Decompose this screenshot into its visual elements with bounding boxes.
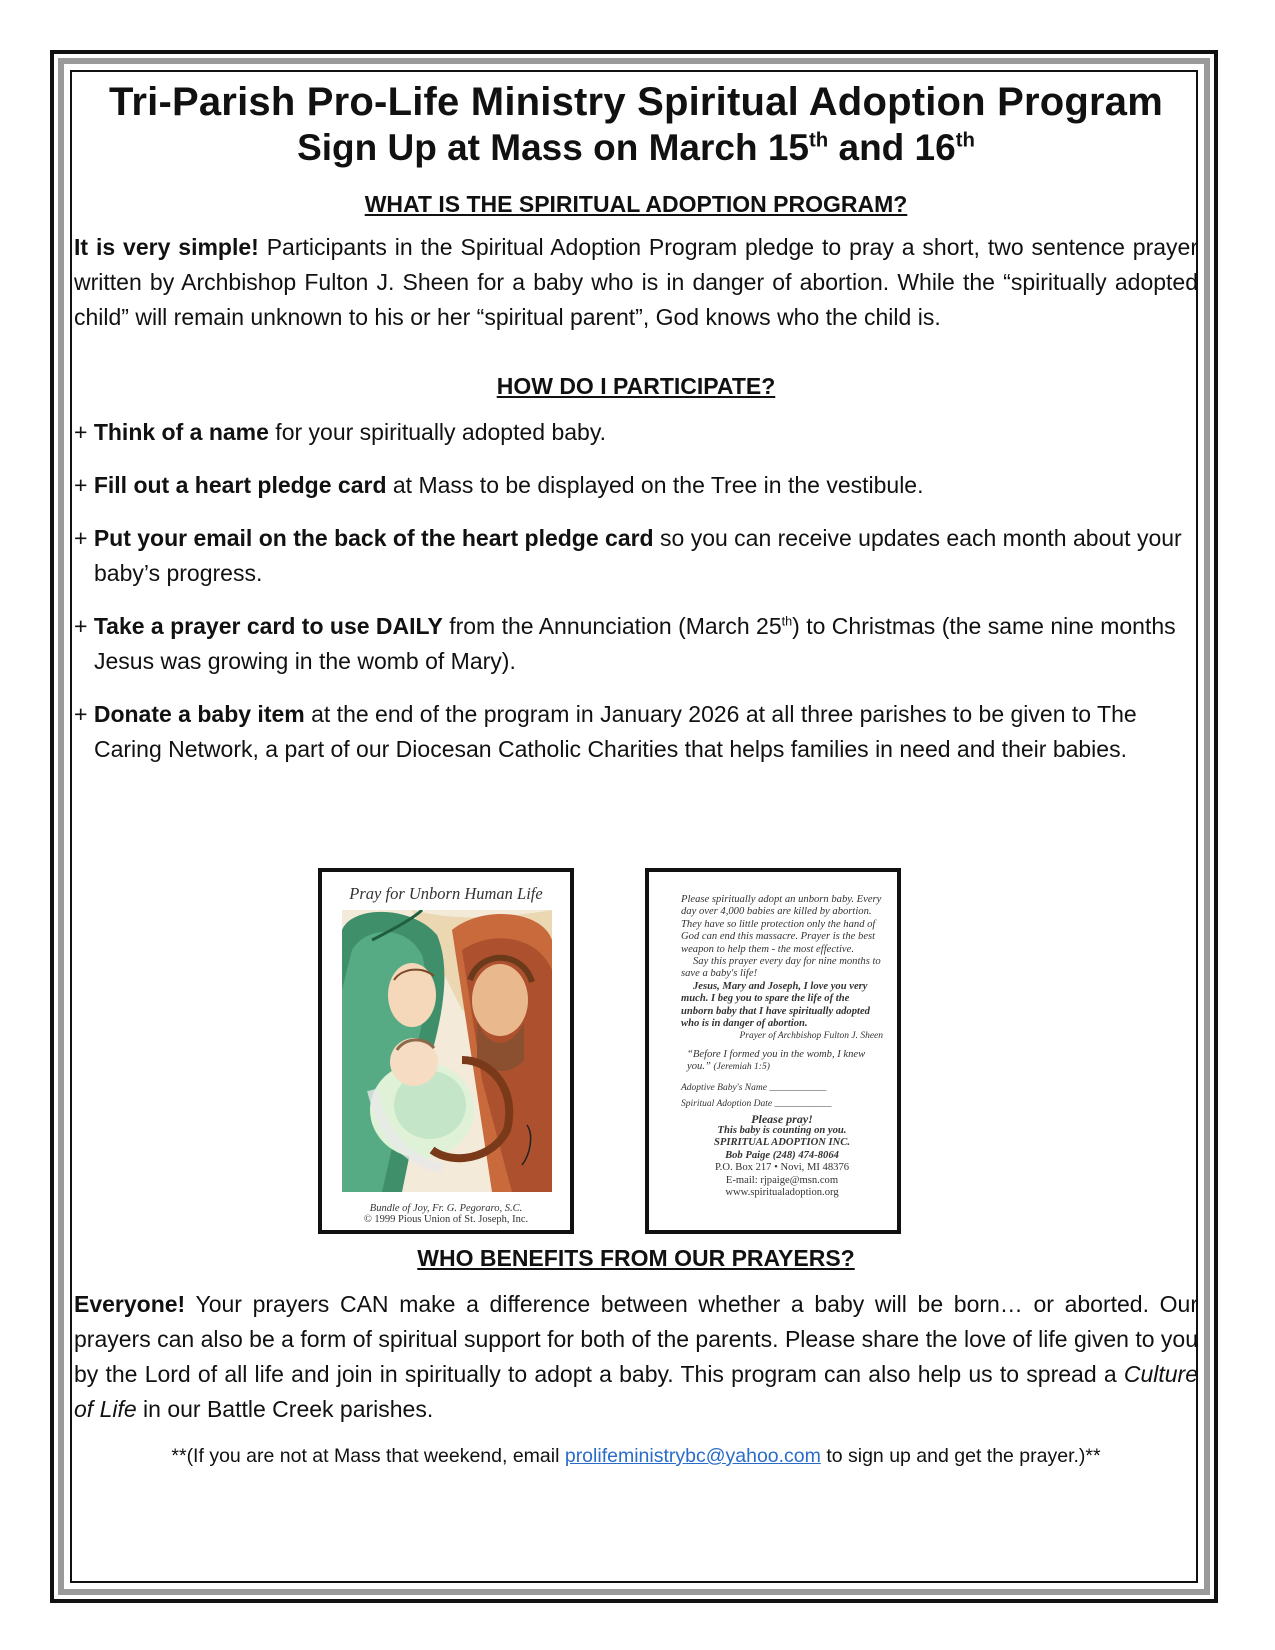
paragraph-what-is: It is very simple! Participants in the Spiritual Adoption Program pledge to pray a short, two sentence prayer written by Archbishop Fulton J. Sheen for a baby who is in danger of abortion. While the “spiritually adopted child” will remain unknown to his or her “spiritual parent”, God knows who the child is. — [74, 234, 1199, 330]
prayer-card-back-text: Please spiritually adopt an unborn baby. Every day over 4,000 babies are killed by abortion. They have so little protection only the hand of God can end this massacre. Prayer is the best weapon to help them - the most effective. Say this prayer every day for nine months to save a baby's life! Jesus, Mary and Joseph, I love you very much. I beg you to spare the life of the unborn baby that I have spiritually adopted who is in danger of abortion. Prayer of Archbishop Fulton J. Sheen “Before I formed you in the womb, I knew you.” (Jeremiah 1:5) Adoptive Baby's Name ____________ Spiritual Adoption Date ____________ Please pray! This baby is counting on you. SPIRITUAL ADOPTION INC. Bob Paige (248) 474-8064 P.O. Box 217 • Novi, MI 48376 E-mail: rjpaige@msn.com www.spiritualadoption.org — [681, 894, 883, 1198]
prayer-card-title: Pray for Unborn Human Life — [349, 884, 543, 903]
heading-how-participate: HOW DO I PARTICIPATE? — [496, 373, 776, 399]
bullet-item: + Take a prayer card to use DAILY from the Annunciation (March 25th) to Christmas (the same nine months Jesus was growing in the womb of Mary). — [74, 613, 1176, 674]
bullet-item: + Fill out a heart pledge card at Mass to be displayed on the Tree in the vestibule. — [74, 472, 924, 498]
footer-note: **(If you are not at Mass that weekend, email prolifeministrybc@yahoo.com to sign up and get the prayer.)** — [171, 1445, 1101, 1467]
page-subtitle: Sign Up at Mass on March 15th and 16th — [297, 127, 975, 168]
prayer-card-back — [645, 868, 901, 1234]
bullet-item: + Think of a name for your spiritually adopted baby. — [74, 419, 607, 445]
email-link[interactable]: prolifeministrybc@yahoo.com — [564, 1445, 821, 1467]
holy-family-painting — [342, 910, 552, 1192]
heading-what-is: WHAT IS THE SPIRITUAL ADOPTION PROGRAM? — [364, 191, 908, 217]
flyer-content — [74, 72, 1198, 767]
heading-who-benefits: WHO BENEFITS FROM OUR PRAYERS? — [417, 1245, 855, 1271]
painting-credit: Bundle of Joy, Fr. G. Pegoraro, S.C. © 1999 Pious Union of St. Joseph, Inc. — [363, 1203, 529, 1225]
prayer-card-images — [318, 868, 918, 1238]
bullet-item: + Put your email on the back of the heart pledge card so you can receive updates each month about your baby’s progress. — [74, 525, 1182, 586]
flyer-content-lower — [74, 1245, 1198, 1468]
paragraph-who-benefits: Everyone! Your prayers CAN make a difference between whether a baby will be born… or aborted. Our prayers can also be a form of spiritual support for both of the parents. Please share the love of life given to you by the Lord of all life and join in spiritually to adopt a baby. This program can also help us to spread a Culture of Life in our Battle Creek parishes. — [74, 1291, 1198, 1422]
prayer-card-front — [318, 868, 574, 1234]
bullet-item: + Donate a baby item at the end of the program in January 2026 at all three parishes to be given to The Caring Network, a part of our Diocesan Catholic Charities that helps families in need and their babies. — [74, 701, 1137, 762]
page-title: Tri-Parish Pro-Life Ministry Spiritual Adoption Program — [108, 80, 1164, 124]
